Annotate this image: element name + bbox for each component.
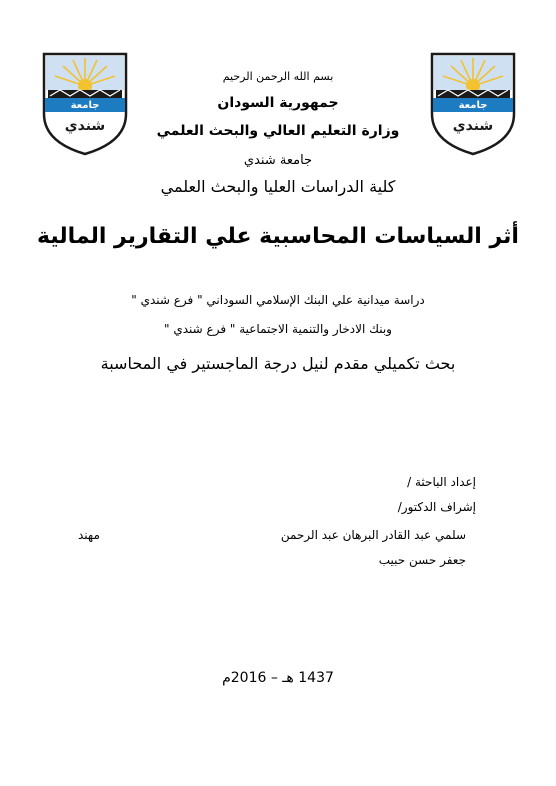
supervisor-label: إشراف الدكتور/ [397,500,476,514]
ministry-name: وزارة التعليم العالي والبحث العلمي [156,123,400,139]
supervisor-title: مهند [78,528,100,542]
republic-name: جمهورية السودان [217,95,339,111]
logo-text-bottom: شندي [64,118,106,134]
thesis-subtitle-line2: وبنك الادخار والتنمية الاجتماعية " فرع شندي " [164,322,392,336]
logo-text-top: جامعة [70,100,100,111]
thesis-subtitle-line1: دراسة ميدانية علي البنك الإسلامي السوداني " فرع شندي " [131,293,425,307]
logo-text-top: جامعة [458,100,488,111]
logo-text-bottom: شندي [452,118,494,134]
degree-statement: بحث تكميلي مقدم لنيل درجة الماجستير في المحاسبة [100,354,456,373]
university-name: جامعة شندي [243,153,313,168]
document-date: 1437 هـ – 2016م [222,670,334,686]
prepared-by-label: إعداد الباحثة / [407,475,476,489]
researcher-name: سلمي عبد القادر البرهان عبد الرحمن [280,528,466,542]
supervisor-name: جعفر حسن حبيب [378,553,466,567]
college-name: كلية الدراسات العليا والبحث العلمي [160,177,396,196]
thesis-title: أثر السياسات المحاسبية علي التقارير المالية [37,224,519,249]
basmala: بسم الله الرحمن الرحيم [222,70,334,83]
